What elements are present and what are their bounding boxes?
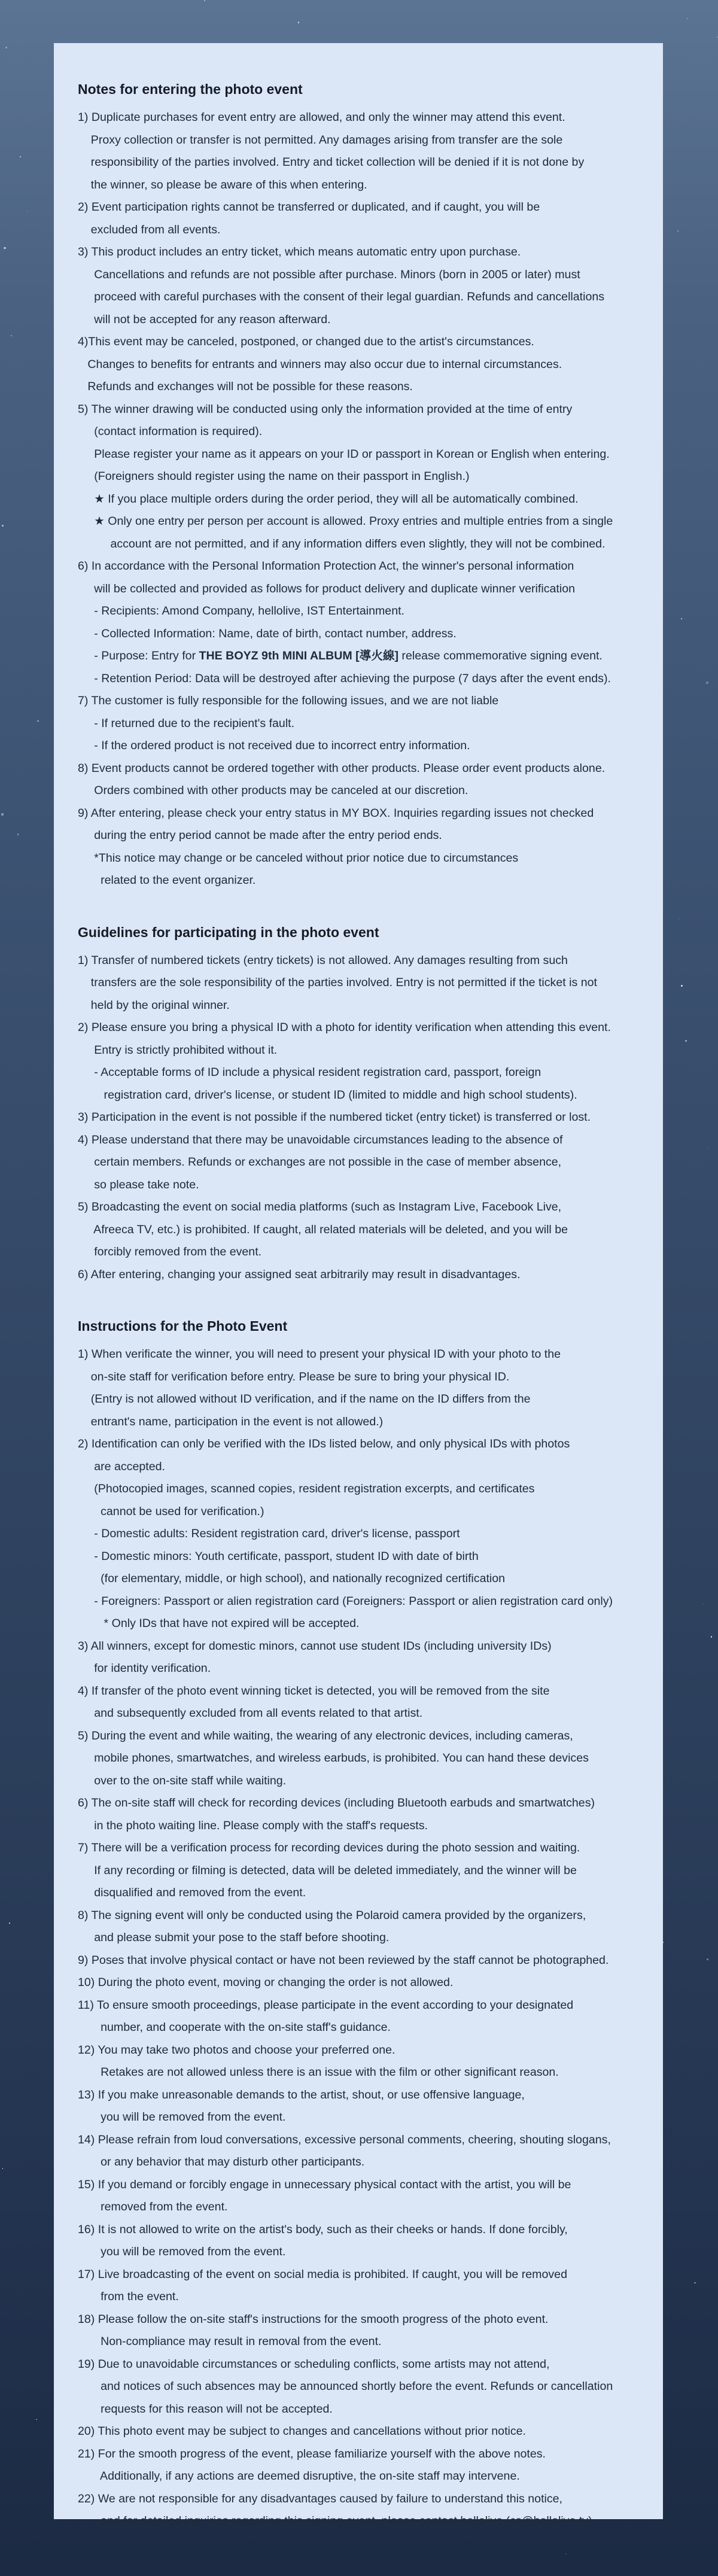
line-text: 1) Transfer of numbered tickets (entry tickets) is not allowed. Any damages resulting from such — [78, 953, 568, 967]
notice-line — [78, 1478, 639, 1501]
line-text: (Entry is not allowed without ID verification, and if the name on the ID differs from the — [78, 1392, 531, 1406]
star-dot — [681, 985, 683, 987]
line-text: *This notice may change or be canceled without prior notice due to circumstances — [78, 851, 519, 865]
line-text: excluded from all events. — [78, 223, 221, 236]
line-text: you will be removed from the event. — [78, 2110, 286, 2124]
line-text: 5) The winner drawing will be conducted using only the information provided at the time of entry — [78, 402, 573, 416]
notice-line — [78, 1241, 639, 1264]
line-text: disqualified and removed from the event. — [78, 1886, 306, 1899]
notice-line — [78, 1196, 639, 1219]
line-text: - Domestic adults: Resident registration card, driver's license, passport — [78, 1527, 460, 1540]
notice-line — [78, 2084, 639, 2107]
notice-line — [78, 2443, 639, 2466]
notice-line — [78, 780, 639, 802]
notice-line — [78, 466, 639, 488]
line-text: and for detailed inquiries regarding this signing event, please contact hellolive (cs@hellolive.tv). — [78, 2514, 596, 2528]
notice-line — [78, 950, 639, 972]
star-dot — [677, 230, 679, 232]
notice-section — [78, 923, 639, 1287]
line-text: 3) Participation in the event is not possible if the numbered ticket (entry ticket) is transferred or lost. — [78, 1111, 591, 1124]
line-text: - If returned due to the recipient's fault. — [78, 716, 295, 730]
notice-line — [78, 1972, 639, 1994]
line-text: you will be removed from the event. — [78, 2245, 286, 2258]
line-text: Afreeca TV, etc.) is prohibited. If caught, all related materials will be deleted, and you will be — [78, 1222, 568, 1236]
line-text: and notices of such absences may be announced shortly before the event. Refunds or cancellation — [78, 2380, 613, 2393]
line-text: account are not permitted, and if any information differs even slightly, they will not be combined. — [78, 537, 606, 551]
notice-panel — [54, 43, 663, 2528]
star-dot — [11, 335, 13, 337]
notice-line — [78, 533, 639, 556]
notice-line — [78, 972, 639, 994]
notice-line — [78, 241, 639, 264]
star-dot — [37, 720, 38, 722]
line-text: for identity verification. — [78, 1662, 211, 1675]
notice-line — [78, 2129, 639, 2152]
notice-line — [78, 994, 639, 1017]
star-dot — [687, 18, 688, 19]
line-text: responsibility of the parties involved. Entry and ticket collection will be denied if it is not done by — [78, 156, 585, 169]
notice-line — [78, 2420, 639, 2443]
notice-line — [78, 309, 639, 331]
line-text: 22) We are not responsible for any disadvantages caused by failure to understand this notice, — [78, 2492, 563, 2505]
notice-line — [78, 1456, 639, 1479]
line-text: Non-compliance may result in removal from the event. — [78, 2335, 382, 2348]
notice-line — [78, 2039, 639, 2062]
star-dot — [2, 525, 4, 527]
notice-line — [78, 1084, 639, 1107]
notice-line — [78, 802, 639, 825]
notice-line — [78, 2106, 639, 2129]
notice-line — [78, 1433, 639, 1456]
line-text: ★ If you place multiple orders during the order period, they will all be automatically combined. — [78, 492, 579, 506]
line-text: 12) You may take two photos and choose your preferred one. — [78, 2043, 395, 2057]
notice-line — [78, 645, 639, 668]
notice-list — [78, 950, 639, 1287]
line-text: 2) Please ensure you bring a physical ID with a photo for identity verification when attending this event. — [78, 1021, 611, 1034]
notice-line — [78, 2398, 639, 2421]
line-text: 2) Identification can only be verified with the IDs listed below, and only physical IDs with photos — [78, 1437, 570, 1450]
line-text: (for elementary, middle, or high school), and nationally recognized certification — [78, 1572, 506, 1585]
line-text: on-site staff for verification before entry. Please be sure to bring your physical ID. — [78, 1370, 510, 1383]
line-text: transfers are the sole responsibility of the parties involved. Entry is not permitted if the ticket is not — [78, 976, 597, 989]
notice-line — [78, 2510, 639, 2533]
star-dot — [2, 2168, 3, 2169]
line-text: mobile phones, smartwatches, and wireless earbuds, is prohibited. You can hand these devices — [78, 1751, 589, 1765]
notice-line — [78, 1613, 639, 1635]
star-dot — [204, 0, 205, 1]
notice-line — [78, 1635, 639, 1658]
line-text: Please register your name as it appears on your ID or passport in Korean or English when entering. — [78, 447, 610, 461]
notice-line — [78, 578, 639, 601]
notice-line — [78, 1747, 639, 1770]
line-text: (Photocopied images, scanned copies, resident registration excerpts, and certificates — [78, 1482, 535, 1495]
notice-line — [78, 129, 639, 152]
notice-line — [78, 2017, 639, 2039]
notice-line — [78, 1411, 639, 1434]
line-text: held by the original winner. — [78, 998, 230, 1012]
notice-list — [78, 1343, 639, 2533]
star-dot — [1, 813, 3, 815]
notice-line — [78, 1950, 639, 1972]
line-text: 16) It is not allowed to write on the artist's body, such as their cheeks or hands. If done forcibly, — [78, 2222, 568, 2236]
notice-line — [78, 2196, 639, 2219]
notice-section — [78, 80, 639, 892]
line-text: 20) This photo event may be subject to changes and cancellations without prior notice. — [78, 2425, 527, 2438]
line-text: are accepted. — [78, 1459, 165, 1473]
line-text: ★ Only one entry per person per account is allowed. Proxy entries and multiple entries from a single — [78, 515, 613, 528]
notice-line — [78, 2061, 639, 2084]
star-dot — [707, 1958, 708, 1960]
notice-line — [78, 2465, 639, 2488]
notice-line — [78, 2241, 639, 2264]
notice-line — [78, 421, 639, 443]
line-text: 1) Duplicate purchases for event entry are allowed, and only the winner may attend this event. — [78, 111, 565, 124]
star-dot — [711, 1636, 712, 1637]
section-title: Instructions for the Photo Event — [78, 1318, 288, 1334]
notice-line — [78, 219, 639, 242]
line-text: Refunds and exchanges will not be possible for these reasons. — [78, 380, 413, 393]
line-text: - Retention Period: Data will be destroyed after achieving the purpose (7 days after the event ends). — [78, 671, 611, 685]
notice-line — [78, 1680, 639, 1703]
notice-line — [78, 1388, 639, 1411]
notice-line — [78, 1994, 639, 2017]
line-text: - Purpose: Entry for — [78, 649, 199, 662]
line-text: will not be accepted for any reason afterward. — [78, 312, 331, 326]
notice-line — [78, 1815, 639, 1838]
line-text: will be collected and provided as follows for product delivery and duplicate winner verification — [78, 582, 575, 595]
line-text: and subsequently excluded from all events related to that artist. — [78, 1707, 423, 1720]
line-text: 7) There will be a verification process for recording devices during the photo session and waiting. — [78, 1841, 580, 1854]
line-text: over to the on-site staff while waiting. — [78, 1774, 287, 1787]
line-text: 5) During the event and while waiting, the wearing of any electronic devices, including cameras, — [78, 1729, 573, 1742]
notice-line — [78, 1702, 639, 1725]
notice-line — [78, 1017, 639, 1039]
notice-line — [78, 1770, 639, 1793]
line-text: 5) Broadcasting the event on social media platforms (such as Instagram Live, Facebook Live, — [78, 1200, 562, 1214]
notice-line — [78, 1129, 639, 1152]
notice-line — [78, 847, 639, 870]
notice-line — [78, 286, 639, 309]
line-text: - Recipients: Amond Company, hellolive, IST Entertainment. — [78, 604, 404, 618]
line-text: 4) Please understand that there may be unavoidable circumstances leading to the absence of — [78, 1133, 563, 1146]
line-text: 10) During the photo event, moving or changing the order is not allowed. — [78, 1976, 454, 1989]
line-text: 2) Event participation rights cannot be transferred or duplicated, and if caught, you will be — [78, 200, 540, 214]
notice-line — [78, 399, 639, 421]
notice-line — [78, 2219, 639, 2242]
line-text: proceed with careful purchases with the consent of their legal guardian. Refunds and cancellations — [78, 290, 605, 303]
line-text: (contact information is required). — [78, 425, 263, 438]
notice-line — [78, 1343, 639, 1366]
notice-line — [78, 1366, 639, 1389]
section-title: Guidelines for participating in the photo event — [78, 924, 379, 940]
line-text: 6) In accordance with the Personal Information Protection Act, the winner's personal information — [78, 559, 574, 573]
star-dot — [565, 2553, 566, 2554]
line-text: - Domestic minors: Youth certificate, passport, student ID with date of birth — [78, 1549, 479, 1563]
line-text: 9) After entering, please check your entry status in MY BOX. Inquiries regarding issues not checked — [78, 806, 594, 820]
line-text: Proxy collection or transfer is not permitted. Any damages arising from transfer are the sole — [78, 133, 563, 147]
line-text: cannot be used for verification.) — [78, 1504, 264, 1518]
line-text: 6) The on-site staff will check for recording devices (including Bluetooth earbuds and smartwatches) — [78, 1796, 595, 1809]
line-text: (Foreigners should register using the name on their passport in English.) — [78, 470, 470, 483]
line-text: 4) If transfer of the photo event winning ticket is detected, you will be removed from the site — [78, 1684, 550, 1698]
notice-line — [78, 151, 639, 174]
line-text: 11) To ensure smooth proceedings, please participate in the event according to your designated — [78, 1998, 574, 2012]
line-text: 15) If you demand or forcibly engage in unnecessary physical contact with the artist, you will be — [78, 2177, 571, 2191]
notice-line — [78, 713, 639, 735]
notice-line — [78, 2376, 639, 2398]
star-dot — [5, 47, 7, 48]
notice-section — [78, 1317, 639, 2533]
notice-line — [78, 2353, 639, 2376]
notice-line — [78, 869, 639, 892]
notice-line — [78, 1860, 639, 1882]
album-title: THE BOYZ 9th MINI ALBUM [導火線] — [199, 649, 398, 662]
notice-line — [78, 376, 639, 399]
notice-line — [78, 2488, 639, 2511]
line-text: from the event. — [78, 2290, 179, 2303]
notice-line — [78, 1151, 639, 1174]
notice-line — [78, 735, 639, 758]
line-text: Additionally, if any actions are deemed disruptive, the on-site staff may intervene. — [78, 2469, 520, 2483]
line-text: or any behavior that may disturb other participants. — [78, 2155, 365, 2169]
line-text: certain members. Refunds or exchanges are not possible in the case of member absence, — [78, 1155, 562, 1169]
star-dot — [706, 682, 708, 683]
line-text: related to the event organizer. — [78, 874, 256, 887]
notice-line — [78, 1905, 639, 1927]
line-text: - If the ordered product is not received due to incorrect entry information. — [78, 739, 470, 752]
notice-line — [78, 1039, 639, 1062]
notice-line — [78, 1792, 639, 1815]
notice-list — [78, 107, 639, 892]
notice-line — [78, 1590, 639, 1613]
line-text: forcibly removed from the event. — [78, 1245, 262, 1258]
notice-line — [78, 107, 639, 129]
notice-line — [78, 1523, 639, 1546]
notice-line — [78, 2286, 639, 2309]
line-text: 3) This product includes an entry ticket, which means automatic entry upon purchase. — [78, 245, 521, 258]
line-text: entrant's name, participation in the event is not allowed.) — [78, 1415, 384, 1428]
star-dot — [679, 919, 680, 920]
line-text: If any recording or filming is detected, data will be deleted immediately, and the winner will be — [78, 1863, 577, 1877]
line-text: 8) Event products cannot be ordered together with other products. Please order event products alone. — [78, 761, 606, 775]
notice-line — [78, 758, 639, 780]
notice-line — [78, 2174, 639, 2197]
line-text: 7) The customer is fully responsible for the following issues, and we are not liable — [78, 694, 499, 707]
star-dot — [681, 618, 682, 619]
star-dot — [685, 1040, 687, 1042]
line-text: * Only IDs that have not expired will be accepted. — [78, 1617, 360, 1630]
notice-line — [78, 1837, 639, 1860]
line-text: registration card, driver's license, or student ID (limited to middle and high school students). — [78, 1088, 577, 1102]
notice-line — [78, 1568, 639, 1590]
line-text: so please take note. — [78, 1178, 199, 1191]
line-text: Retakes are not allowed unless there is an issue with the film or other significant reason. — [78, 2066, 559, 2079]
notice-line — [78, 264, 639, 287]
notice-line — [78, 1264, 639, 1287]
notice-line — [78, 443, 639, 466]
line-text: 13) If you make unreasonable demands to the artist, shout, or use offensive language, — [78, 2088, 525, 2101]
notice-line — [78, 331, 639, 354]
star-dot — [694, 2282, 695, 2283]
notice-line — [78, 2151, 639, 2174]
notice-line — [78, 354, 639, 376]
notice-line — [78, 825, 639, 847]
star-dot — [298, 22, 299, 23]
line-text: number, and cooperate with the on-site staff's guidance. — [78, 2021, 391, 2034]
notice-line — [78, 1927, 639, 1950]
line-text: 17) Live broadcasting of the event on social media is prohibited. If caught, you will be removed — [78, 2267, 567, 2281]
line-text: 1) When verificate the winner, you will need to present your physical ID with your photo to the — [78, 1348, 561, 1361]
section-title: Notes for entering the photo event — [78, 81, 303, 97]
notice-line — [78, 1657, 639, 1680]
notice-line — [78, 2331, 639, 2353]
notice-line — [78, 1882, 639, 1905]
line-text: 8) The signing event will only be conducted using the Polaroid camera provided by the organizers, — [78, 1908, 586, 1922]
star-dot — [20, 156, 21, 157]
notice-line — [78, 488, 639, 511]
line-text: the winner, so please be aware of this when entering. — [78, 178, 367, 191]
line-text: 4)This event may be canceled, postponed, or changed due to the artist's circumstances. — [78, 335, 534, 348]
line-text: and please submit your pose to the staff before shooting. — [78, 1931, 390, 1944]
line-text: Entry is strictly prohibited without it. — [78, 1043, 278, 1057]
line-text: during the entry period cannot be made after the entry period ends. — [78, 829, 442, 842]
line-text: 9) Poses that involve physical contact or have not been reviewed by the staff cannot be photographed. — [78, 1953, 609, 1967]
line-text: 19) Due to unavoidable circumstances or scheduling conflicts, some artists may not attend, — [78, 2357, 550, 2371]
notice-line — [78, 600, 639, 623]
notice-line — [78, 690, 639, 713]
star-dot — [17, 834, 19, 835]
line-text: - Collected Information: Name, date of birth, contact number, address. — [78, 626, 457, 640]
line-text: 21) For the smooth progress of the event, please familiarize yourself with the above notes. — [78, 2447, 546, 2461]
notice-line — [78, 1501, 639, 1523]
notice-line — [78, 1219, 639, 1242]
notice-line — [78, 668, 639, 691]
notice-line — [78, 1546, 639, 1568]
notice-line — [78, 623, 639, 646]
line-text: in the photo waiting line. Please comply with the staff's requests. — [78, 1818, 428, 1832]
line-text: Changes to benefits for entrants and winners may also occur due to internal circumstances. — [78, 357, 562, 371]
notice-line — [78, 2264, 639, 2286]
notice-line — [78, 1174, 639, 1197]
notice-line — [78, 2309, 639, 2331]
notice-line — [78, 555, 639, 578]
line-text: - Acceptable forms of ID include a physical resident registration card, passport, foreign — [78, 1066, 541, 1079]
line-text: - Foreigners: Passport or alien registration card (Foreigners: Passport or alien registration card only) — [78, 1594, 613, 1608]
line-text: 18) Please follow the on-site staff's instructions for the smooth progress of the photo event. — [78, 2312, 549, 2326]
line-text: Orders combined with other products may be canceled at our discretion. — [78, 784, 468, 797]
line-text: release commemorative signing event. — [398, 649, 603, 662]
notice-line — [78, 196, 639, 219]
notice-line — [78, 1725, 639, 1748]
notice-line — [78, 510, 639, 533]
notice-line — [78, 174, 639, 197]
star-dot — [4, 247, 5, 249]
line-text: 14) Please refrain from loud conversations, excessive personal comments, cheering, shouting slogans, — [78, 2133, 611, 2146]
line-text: 6) After entering, changing your assigned seat arbitrarily may result in disadvantages. — [78, 1267, 521, 1281]
line-text: requests for this reason will not be accepted. — [78, 2402, 333, 2416]
notice-line — [78, 1062, 639, 1084]
line-text: Cancellations and refunds are not possible after purchase. Minors (born in 2005 or later) must — [78, 267, 580, 281]
line-text: 3) All winners, except for domestic minors, cannot use student IDs (including university IDs) — [78, 1639, 552, 1653]
line-text: removed from the event. — [78, 2200, 228, 2213]
notice-line — [78, 1106, 639, 1129]
